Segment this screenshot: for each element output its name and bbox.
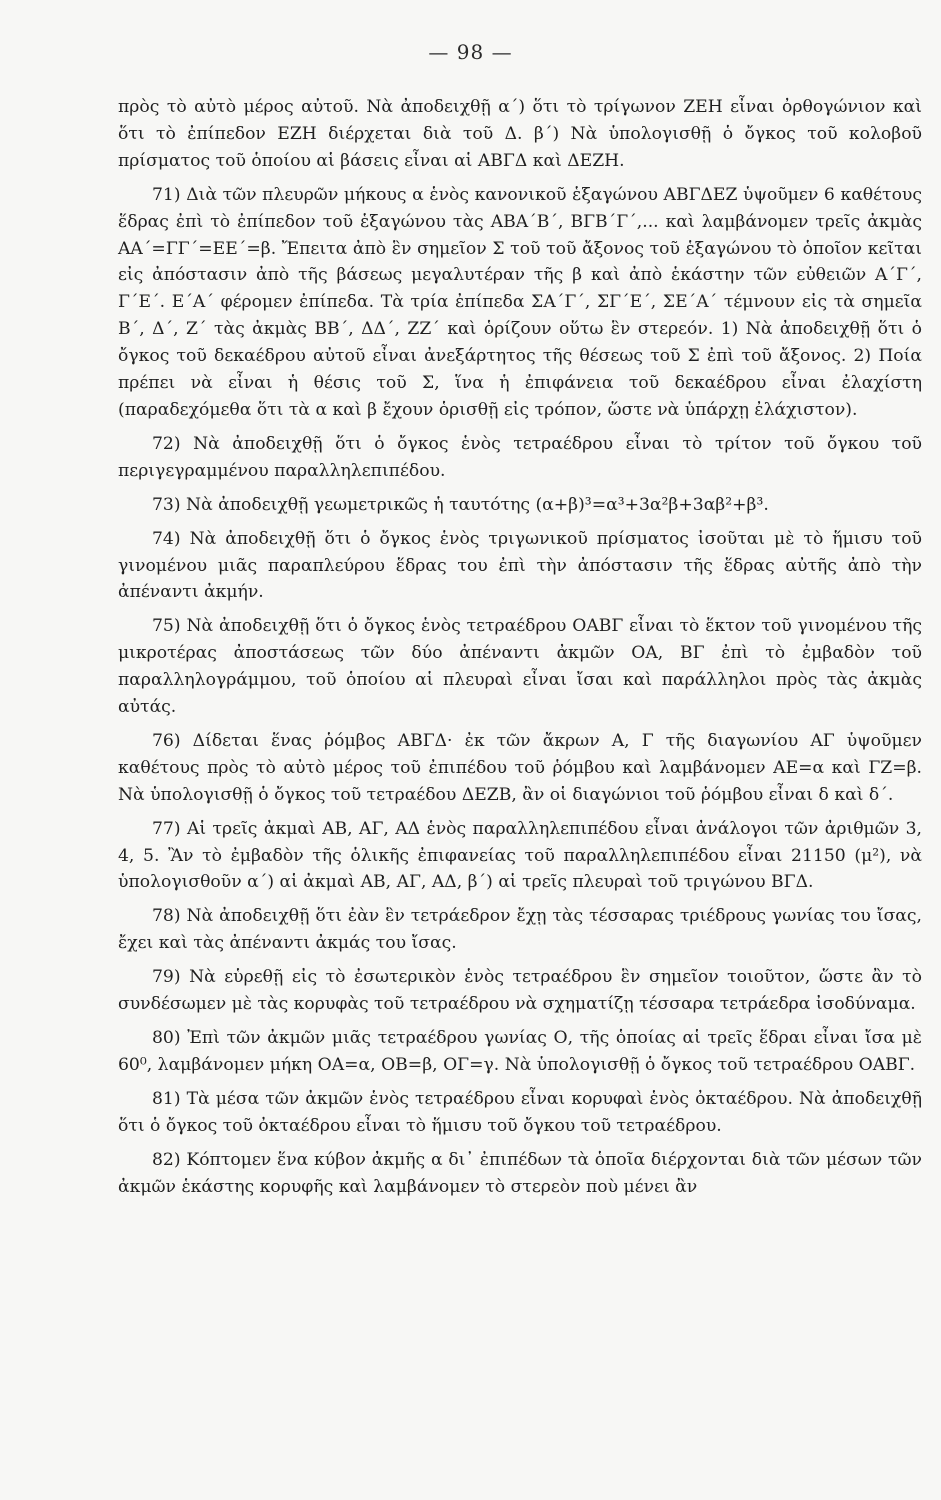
problem-73: 73) Νὰ ἀποδειχθῇ γεωμετρικῶς ἡ ταυτότης (α+β)³=α³+3α²β+3αβ²+β³. [152,494,769,515]
page-number: — 98 — [428,40,513,64]
problem-78: 78) Νὰ ἀποδειχθῇ ὅτι ἐὰν ἓν τετράεδρον ἔχῃ τὰς τέσσαρας τριέδρους γωνίας του ἴσας, ἔχει καὶ τὰς ἀπέναντι ἀκμάς του ἴσας. [118,906,922,954]
problem-76: 76) Δίδεται ἕνας ῥόμβος ΑΒΓΔ· ἐκ τῶν ἄκρων Α, Γ τῆς διαγωνίου ΑΓ ὑψοῦμεν καθέτους πρὸς τὸ αὐτὸ μέρος τοῦ ἐπιπέδου τοῦ ῥόμβου καὶ λαμβάνομεν ΑΕ=α καὶ ΓΖ=β. Νὰ ὑπολογισθῇ ὁ ὄγκος τοῦ τετραέδου ΔΕΖΒ, ἂν οἱ διαγώνιοι τοῦ ῥόμβου εἶναι δ καὶ δ΄. [118,730,922,805]
problem-74: 74) Νὰ ἀποδειχθῇ ὅτι ὁ ὄγκος ἑνὸς τριγωνικοῦ πρίσματος ἰσοῦται μὲ τὸ ἥμισυ τοῦ γινομένου μιᾶς παραπλεύρου ἕδρας του ἐπὶ τὴν ἀπόστασιν τῆς ἕδρας αὐτῆς ἀπὸ τὴν ἀπέναντι ἀκμήν. [118,528,922,603]
problem-75: 75) Νὰ ἀποδειχθῇ ὅτι ὁ ὄγκος ἑνὸς τετραέδρου ΟΑΒΓ εἶναι τὸ ἕκτον τοῦ γινομένου τῆς μικροτέρας ἀποστάσεως τῶν δύο ἀπέναντι ἀκμῶν ΟΑ, ΒΓ ἐπὶ τὸ ἐμβαδὸν τοῦ παραλληλογράμμου, τοῦ ὁποίου αἱ πλευραὶ εἶναι ἴσαι καὶ παράλληλοι πρὸς τὰς ἀκμὰς αὐτάς. [118,616,922,718]
problem-82: 82) Κόπτομεν ἕνα κύβον ἀκμῆς α δι᾿ ἐπιπέδων τὰ ὁποῖα διέρχονται διὰ τῶν μέσων τῶν ἀκμῶν ἑκάστης κορυφῆς καὶ λαμβάνομεν τὸ στερεὸν ποὺ μένει ἂν [118,1149,922,1197]
problem-71: 71) Διὰ τῶν πλευρῶν μήκους α ἑνὸς κανονικοῦ ἑξαγώνου ΑΒΓΔΕΖ ὑψοῦμεν 6 καθέτους ἕδρας ἐπὶ τὸ ἐπίπεδον τοῦ ἑξαγώνου τὰς ΑΒΑ΄Β΄, ΒΓΒ΄Γ΄,... καὶ λαμβάνομεν τρεῖς ἀκμὰς ΑΑ΄=ΓΓ΄=ΕΕ΄=β. Ἔπειτα ἀπὸ ἓν σημεῖον Σ τοῦ τοῦ ἄξονος τοῦ ἑξαγώνου τὸ ὁποῖον κεῖται εἰς ἀπόστασιν ἀπὸ τῆς βάσεως μεγαλυτέραν τῆς β καὶ ἀπὸ ἑκάστην τῶν εὐθειῶν Α΄Γ΄, Γ΄Ε΄. Ε΄Α΄ φέρομεν ἐπίπεδα. Τὰ τρία ἐπίπεδα ΣΑ΄Γ΄, ΣΓ΄Ε΄, ΣΕ΄Α΄ τέμνουν εἰς τὰ σημεῖα Β΄, Δ΄, Ζ΄ τὰς ἀκμὰς ΒΒ΄, ΔΔ΄, ΖΖ΄ καὶ ὁρίζουν οὕτω ἓν στερεόν. 1) Νὰ ἀποδειχθῇ ὅτι ὁ ὄγκος τοῦ δεκαέδρου αὐτοῦ εἶναι ἀνεξάρτητος τῆς θέσεως τοῦ Σ ἐπὶ τοῦ ἄξονος. 2) Ποία πρέπει νὰ εἶναι ἡ θέσις τοῦ Σ, ἵνα ἡ ἐπιφάνεια τοῦ δεκαέδρου εἶναι ἐλαχίστη (παραδεχόμεθα ὅτι τὰ α καὶ β ἔχουν ὁρισθῇ εἰς τρόπον, ὥστε νὰ ὑπάρχῃ ἐλάχιστον). [118,184,922,420]
problem-81: 81) Τὰ μέσα τῶν ἀκμῶν ἑνὸς τετραέδρου εἶναι κορυφαὶ ἑνὸς ὀκταέδρου. Νὰ ἀποδειχθῇ ὅτι ὁ ὄγκος τοῦ ὀκταέδρου εἶναι τὸ ἥμισυ τοῦ ὄγκου τοῦ τετραέδρου. [118,1088,922,1136]
page-text [118,94,922,1200]
paragraph-continuation: πρὸς τὸ αὐτὸ μέρος αὐτοῦ. Νὰ ἀποδειχθῇ α΄) ὅτι τὸ τρίγωνον ΖΕΗ εἶναι ὀρθογώνιον καὶ ὅτι τὸ ἐπίπεδον ΕΖΗ διέρχεται διὰ τοῦ Δ. β΄) Νὰ ὑπολογισθῇ ὁ ὄγκος τοῦ κολοβοῦ πρίσματος τοῦ ὁποίου αἱ βάσεις εἶναι αἱ ΑΒΓΔ καὶ ΔΕΖΗ. [118,97,922,171]
problem-79: 79) Νὰ εὑρεθῇ εἰς τὸ ἐσωτερικὸν ἑνὸς τετραέδρου ἓν σημεῖον τοιοῦτον, ὥστε ἂν τὸ συνδέσωμεν μὲ τὰς κορυφὰς τοῦ τετραέδρου νὰ σχηματίζῃ τέσσαρα τετράεδρα ἰσοδύναμα. [118,967,922,1015]
problem-77: 77) Αἱ τρεῖς ἀκμαὶ ΑΒ, ΑΓ, ΑΔ ἑνὸς παραλληλεπιπέδου εἶναι ἀνάλογοι τῶν ἀριθμῶν 3, 4, 5. Ἂν τὸ ἐμβαδὸν τῆς ὁλικῆς ἐπιφανείας τοῦ παραλληλεπιπέδου εἶναι 21150 (μ²), νὰ ὑπολογισθοῦν α΄) αἱ ἀκμαὶ ΑΒ, ΑΓ, ΑΔ, β΄) αἱ τρεῖς πλευραὶ τοῦ τριγώνου ΒΓΔ. [118,818,922,893]
problem-80: 80) Ἐπὶ τῶν ἀκμῶν μιᾶς τετραέδρου γωνίας Ο, τῆς ὁποίας αἱ τρεῖς ἕδραι εἶναι ἴσα μὲ 60⁰, λαμβάνομεν μήκη ΟΑ=α, ΟΒ=β, ΟΓ=γ. Νὰ ὑπολογισθῇ ὁ ὄγκος τοῦ τετραέδρου ΟΑΒΓ. [118,1028,922,1075]
problem-72: 72) Νὰ ἀποδειχθῇ ὅτι ὁ ὄγκος ἑνὸς τετραέδρου εἶναι τὸ τρίτον τοῦ ὄγκου τοῦ περιγεγραμμένου παραλληλεπιπέδου. [118,433,922,481]
